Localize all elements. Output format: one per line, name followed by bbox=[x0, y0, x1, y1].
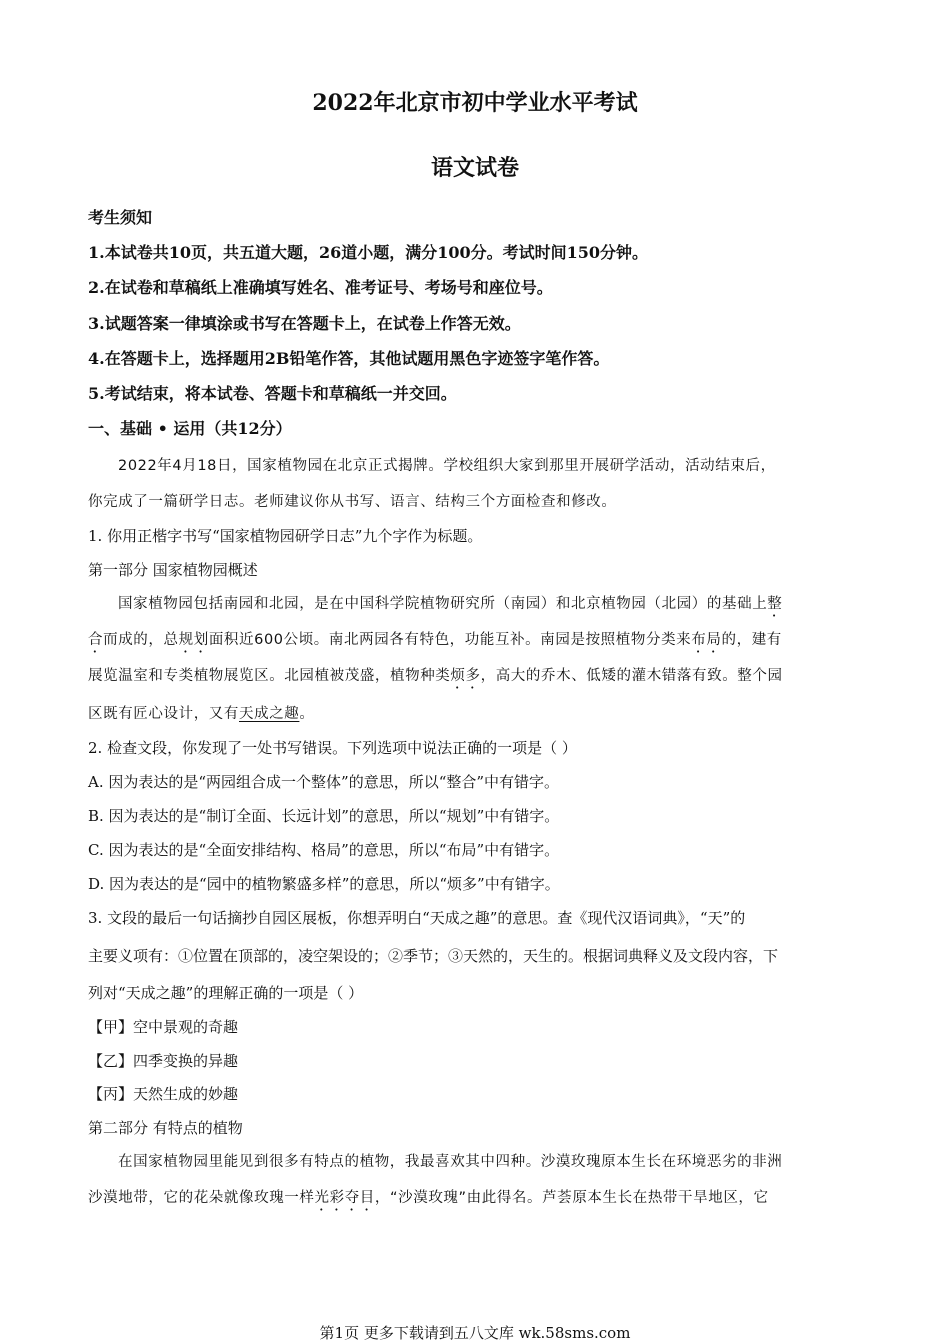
question-3-option: 【丙】天然生成的妙趣 bbox=[88, 1085, 239, 1103]
question-2-option: D. 因为表达的是“园中的植物繁盛多样”的意思，所以“烦多”中有错字。 bbox=[88, 875, 560, 893]
notice-heading: 考生须知 bbox=[88, 208, 153, 227]
question-3-option: 【甲】空中景观的奇趣 bbox=[88, 1018, 239, 1036]
notice-item: 2.在试卷和草稿纸上准确填写姓名、准考证号、考场号和座位号。 bbox=[88, 278, 553, 297]
question-3-line: 3. 文段的最后一句话摘抄自园区展板，你想弄明白“天成之趣”的意思。查《现代汉语词典》，“天”的 bbox=[88, 909, 746, 927]
page-subtitle: 语文试卷 bbox=[430, 155, 519, 181]
emphasis-word: 合 bbox=[88, 632, 104, 648]
notice-item: 4.在答题卡上，选择题用2B铅笔作答，其他试题用黑色字迹签字笔作答。 bbox=[88, 349, 610, 368]
notice-item: 3.试题答案一律填涂或书写在答题卡上，在试卷上作答无效。 bbox=[88, 314, 521, 333]
passage-1-line: 区既有匠心设计，又有天成之趣。 bbox=[88, 706, 315, 722]
question-3-option: 【乙】四季变换的异趣 bbox=[88, 1052, 239, 1070]
question-3-line: 列对“天成之趣”的理解正确的一项是（ ） bbox=[88, 984, 364, 1002]
question-2-option: B. 因为表达的是“制订全面、长远计划”的意思，所以“规划”中有错字。 bbox=[88, 807, 560, 825]
question-2-option: A. 因为表达的是“两园组合成一个整体”的意思，所以“整合”中有错字。 bbox=[88, 773, 560, 791]
part-1-title: 第一部分 国家植物园概述 bbox=[88, 561, 258, 579]
part-2-title: 第二部分 有特点的植物 bbox=[88, 1119, 243, 1137]
intro-line: 你完成了一篇研学日志。老师建议你从书写、语言、结构三个方面检查和修改。 bbox=[88, 494, 617, 510]
intro-line: 2022年4月18日，国家植物园在北京正式揭牌。学校组织大家到那里开展研学活动，活动结束后， bbox=[118, 458, 776, 474]
notice-item: 1.本试卷共10页，共五道大题，26道小题，满分100分。考试时间150分钟。 bbox=[88, 243, 649, 262]
emphasis-word: 烦多 bbox=[450, 668, 481, 684]
emphasis-word: 光彩夺目 bbox=[314, 1190, 375, 1206]
page-title: 2022年北京市初中学业水平考试 bbox=[312, 90, 638, 116]
passage-1-line: 国家植物园包括南园和北园，是在中国科学院植物研究所（南园）和北京植物园（北园）的基础上整 bbox=[118, 596, 783, 612]
question-2-option: C. 因为表达的是“全面安排结构、格局”的意思，所以“布局”中有错字。 bbox=[88, 841, 560, 859]
question-2-stem: 2. 检查文段，你发现了一处书写错误。下列选项中说法正确的一项是（ ） bbox=[88, 739, 577, 757]
question-3-line: 主要义项有：①位置在顶部的，凌空架设的；②季节；③天然的，天生的。根据词典释义及文段内容，下 bbox=[88, 947, 779, 965]
underlined-phrase: 天成之趣 bbox=[239, 706, 300, 722]
passage-1-line: 合而成的，总规划面积近600公顷。南北两园各有特色，功能互补。南园是按照植物分类来布局的，建有 bbox=[88, 632, 782, 648]
page-footer: 第1页 更多下载请到五八文库 wk.58sms.com bbox=[319, 1324, 631, 1342]
emphasis-word: 规划 bbox=[178, 632, 209, 648]
emphasis-word: 布局 bbox=[691, 632, 722, 648]
emphasis-word: 整 bbox=[767, 596, 783, 612]
passage-2-line: 在国家植物园里能见到很多有特点的植物，我最喜欢其中四种。沙漠玫瑰原本生长在环境恶劣的非洲 bbox=[118, 1154, 783, 1170]
section-heading: 一、基础 • 运用（共12分） bbox=[88, 419, 292, 438]
passage-2-line: 沙漠地带，它的花朵就像玫瑰一样光彩夺目，“沙漠玫瑰”由此得名。芦荟原本生长在热带干旱地区，它 bbox=[88, 1190, 769, 1206]
notice-item: 5.考试结束，将本试卷、答题卡和草稿纸一并交回。 bbox=[88, 384, 457, 403]
question-1: 1. 你用正楷字书写“国家植物园研学日志”九个字作为标题。 bbox=[88, 527, 483, 545]
passage-1-line: 展览温室和专类植物展览区。北园植被茂盛，植物种类烦多，高大的乔木、低矮的灌木错落有致。整个园 bbox=[88, 668, 783, 684]
